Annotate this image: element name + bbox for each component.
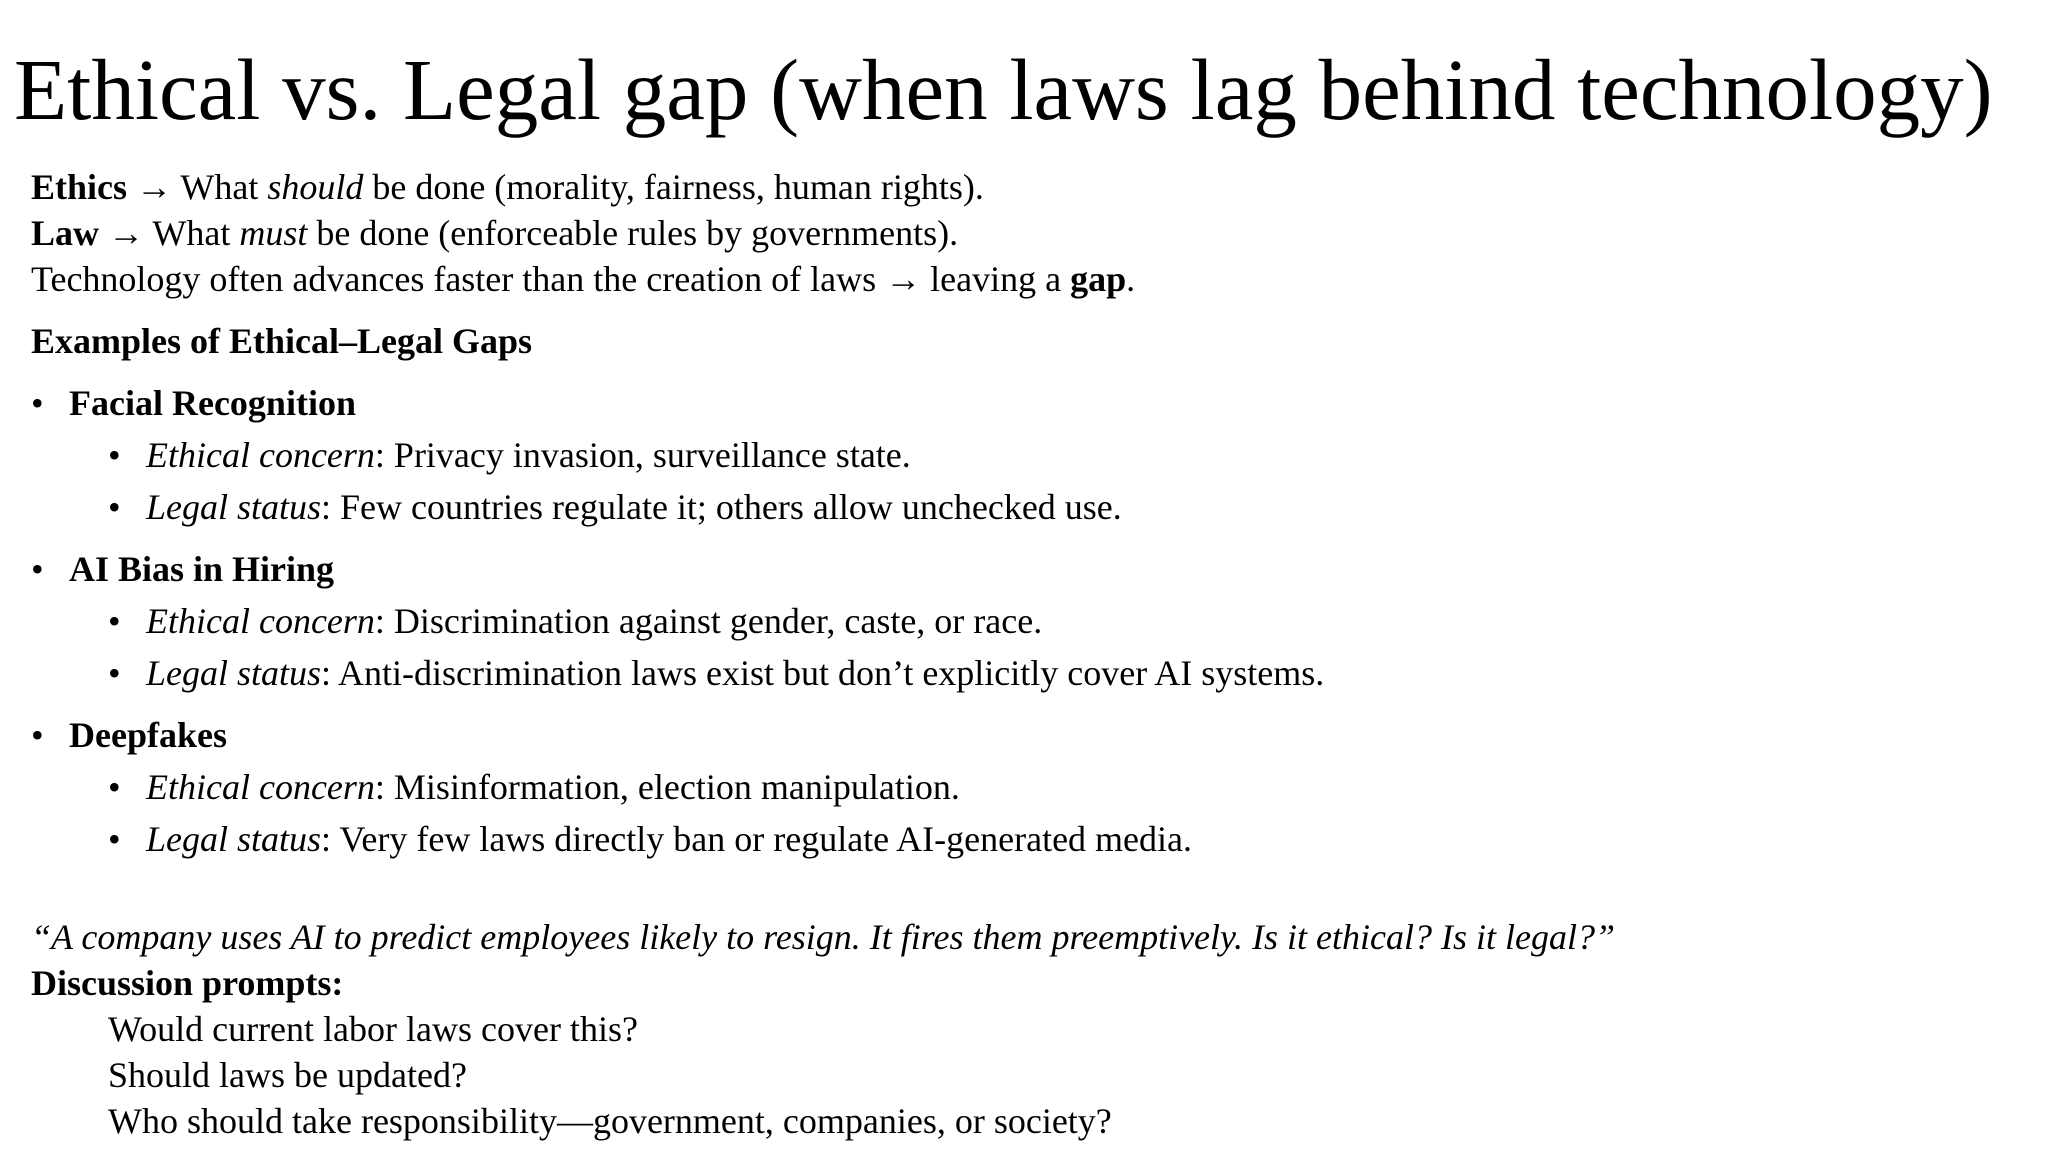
example-ai-bias-hiring <box>31 546 2021 592</box>
example-detail <box>31 816 2021 862</box>
example-title: AI Bias in Hiring <box>69 549 335 589</box>
bullet-icon: • <box>108 653 121 693</box>
law-definition <box>31 210 2021 256</box>
bullet-icon: • <box>108 435 121 475</box>
ethics-arrow: → What <box>127 167 268 207</box>
detail-label: Ethical concern <box>146 601 375 641</box>
technology-text: Technology often advances faster than the creation of laws → leaving a <box>31 259 1071 299</box>
discussion-prompt: Should laws be updated? <box>108 1055 467 1095</box>
law-emphasis: must <box>239 213 308 253</box>
example-deepfakes <box>31 712 2021 758</box>
example-detail <box>31 598 2021 644</box>
discussion-prompt: Would current labor laws cover this? <box>108 1009 638 1049</box>
example-title: Deepfakes <box>69 715 227 755</box>
law-arrow: → What <box>99 213 240 253</box>
ethics-term: Ethics <box>31 167 128 207</box>
detail-text: : Few countries regulate it; others allow unchecked use. <box>321 487 1122 527</box>
detail-label: Legal status <box>146 819 322 859</box>
bullet-icon: • <box>108 767 121 807</box>
discussion-prompts-heading: Discussion prompts: <box>31 963 344 1003</box>
example-detail <box>31 650 2021 696</box>
example-title: Facial Recognition <box>69 383 356 423</box>
slide-title: Ethical vs. Legal gap (when laws lag behind technology) <box>14 41 1993 138</box>
example-detail <box>31 432 2021 478</box>
law-rest: be done (enforceable rules by governments). <box>307 213 959 253</box>
bullet-icon: • <box>31 383 44 423</box>
ethics-emphasis: should <box>267 167 364 207</box>
examples-heading: Examples of Ethical–Legal Gaps <box>31 321 533 361</box>
detail-text: : Misinformation, election manipulation. <box>374 767 960 807</box>
technology-end: . <box>1126 259 1136 299</box>
bullet-icon: • <box>108 601 121 641</box>
law-term: Law <box>31 213 100 253</box>
example-detail <box>31 764 2021 810</box>
detail-text: : Privacy invasion, surveillance state. <box>374 435 911 475</box>
detail-label: Legal status <box>146 487 322 527</box>
technology-statement <box>31 256 2021 302</box>
bullet-icon: • <box>31 549 44 589</box>
example-facial-recognition <box>31 380 2021 426</box>
bullet-icon: • <box>31 715 44 755</box>
bullet-icon: • <box>108 487 121 527</box>
scenario-quote: “A company uses AI to predict employees likely to resign. It fires them preemptively. Is it ethical? Is it legal?” <box>31 917 1615 957</box>
detail-text: : Discrimination against gender, caste, or race. <box>374 601 1043 641</box>
ethics-definition <box>31 164 2021 210</box>
gap-term: gap <box>1070 259 1127 299</box>
detail-text: : Very few laws directly ban or regulate AI-generated media. <box>321 819 1193 859</box>
bullet-icon: • <box>108 819 121 859</box>
detail-label: Legal status <box>146 653 322 693</box>
detail-label: Ethical concern <box>146 435 375 475</box>
detail-label: Ethical concern <box>146 767 375 807</box>
discussion-prompt: Who should take responsibility—government, companies, or society? <box>108 1101 1112 1141</box>
ethics-rest: be done (morality, fairness, human rights). <box>363 167 984 207</box>
slide-body <box>31 164 2021 1144</box>
detail-text: : Anti-discrimination laws exist but don’t explicitly cover AI systems. <box>321 653 1325 693</box>
example-detail <box>31 484 2021 530</box>
